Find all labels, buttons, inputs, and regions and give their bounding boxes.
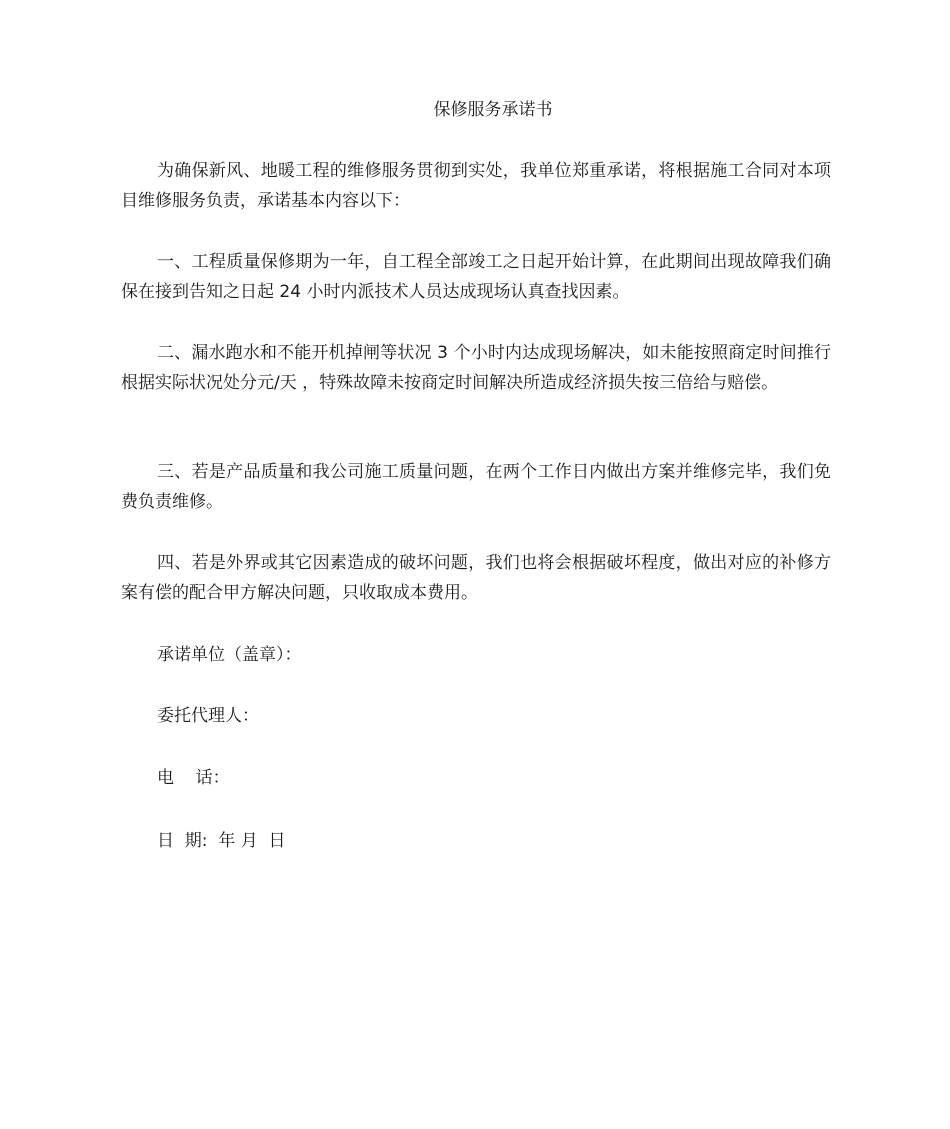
phone-label: 电 话： <box>157 768 230 788</box>
date-label: 日 期: 年 月 日 <box>157 831 286 851</box>
intro-paragraph: 为确保新风、地暖工程的维修服务贯彻到实处，我单位郑重承诺，将根据施工合同对本项目维修服务负责，承诺基本内容以下： <box>121 161 831 211</box>
clause-1-paragraph: 一、工程质量保修期为一年，自工程全部竣工之日起开始计算，在此期间出现故障我们确保在接到告知之日起 24 小时内派技术人员达成现场认真查找因素。 <box>121 252 831 302</box>
document-title: 保修服务承诺书 <box>433 100 553 120</box>
clause-2-paragraph: 二、漏水跑水和不能开机掉闸等状况 3 个小时内达成现场解决，如未能按照商定时间推行根据实际状况处分元/天 ，特殊故障未按商定时间解决所造成经济损失按三倍给与赔偿。 <box>121 343 831 393</box>
promising-unit-label: 承诺单位（盖章）： <box>157 645 302 665</box>
clause-4-paragraph: 四、若是外界或其它因素造成的破坏问题，我们也将会根据破坏程度，做出对应的补修方案有偿的配合甲方解决问题，只收取成本费用。 <box>121 553 831 603</box>
clause-3-paragraph: 三、若是产品质量和我公司施工质量问题，在两个工作日内做出方案并维修完毕，我们免费负责维修。 <box>121 462 831 512</box>
agent-label: 委托代理人： <box>157 706 259 726</box>
